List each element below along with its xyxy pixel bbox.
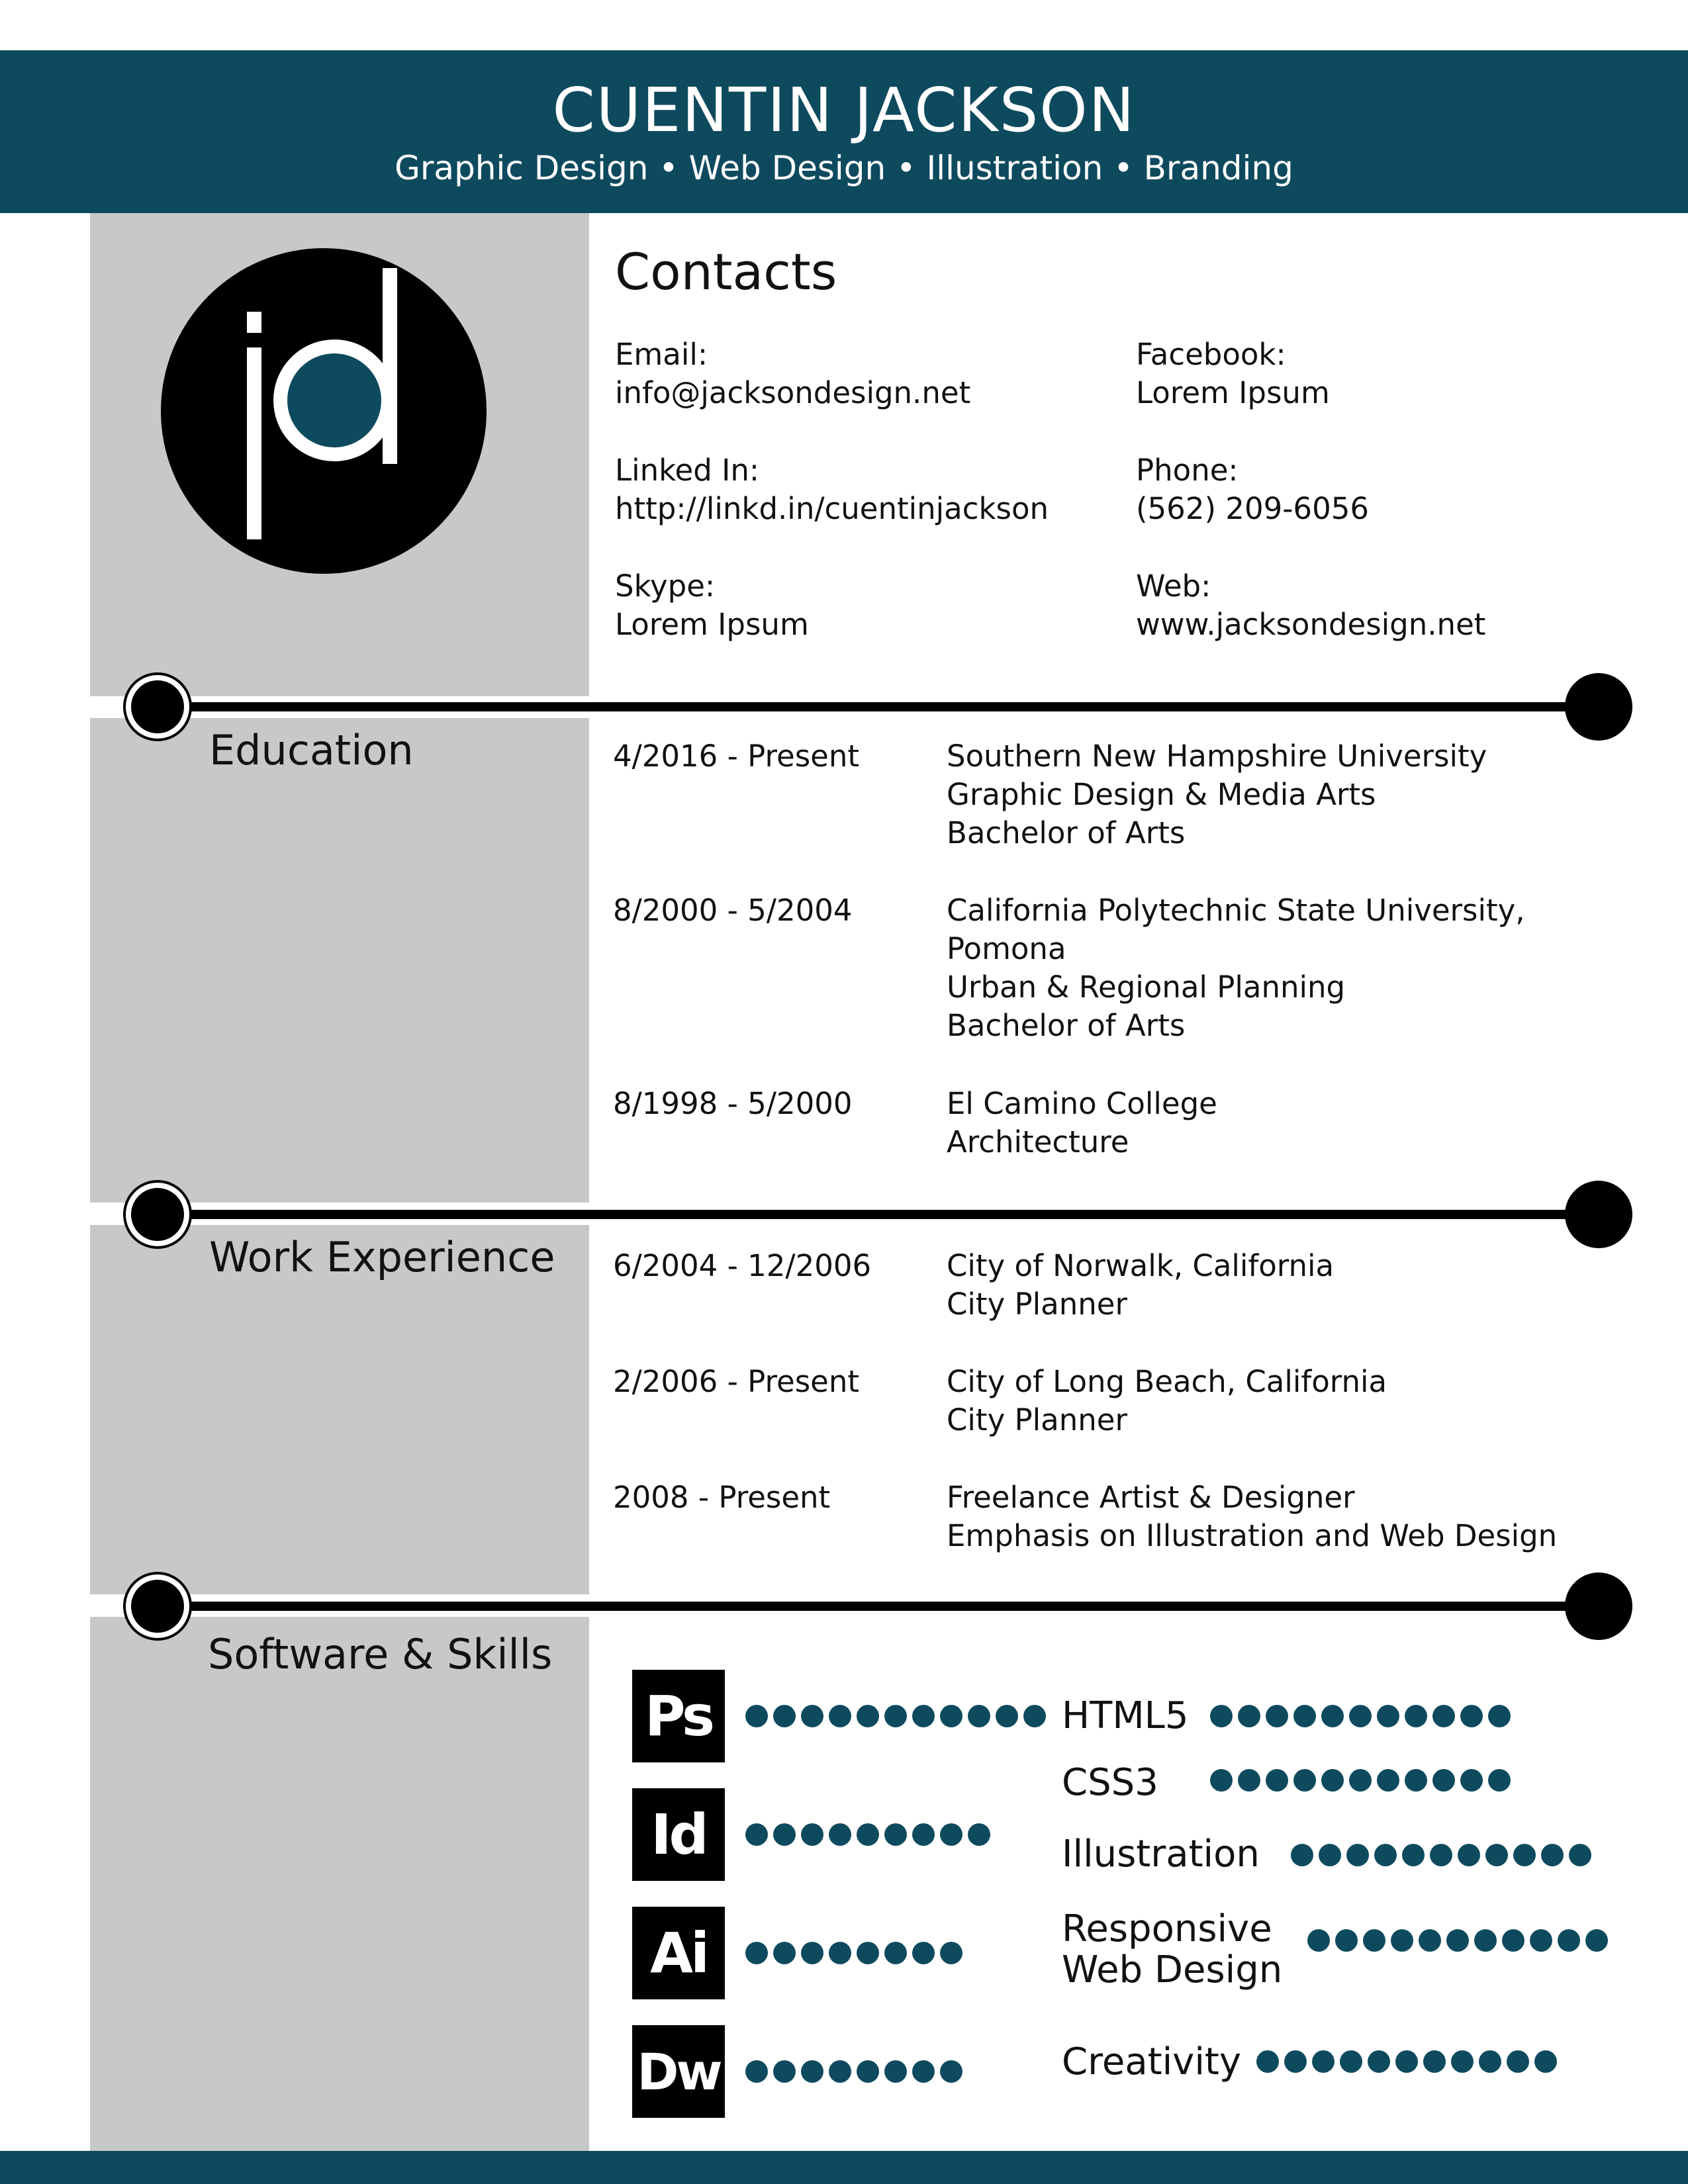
rating-dot	[1291, 1844, 1313, 1866]
rating-dot	[1321, 1769, 1344, 1792]
rating-dot	[1335, 1929, 1358, 1952]
contact-email	[615, 336, 970, 412]
contact-label: Email:	[615, 337, 708, 372]
contact-label: Skype:	[615, 569, 716, 604]
education-details	[947, 737, 1487, 852]
rating-dot	[1319, 1844, 1341, 1866]
education-line: Pomona	[947, 931, 1066, 966]
rating-dot	[1238, 1705, 1260, 1727]
education-line: Bachelor of Arts	[947, 815, 1186, 850]
rating-dot	[1377, 1705, 1399, 1727]
footer-banner	[0, 2151, 1688, 2184]
skill-rating	[1307, 1929, 1608, 1952]
contact-value[interactable]: Lorem Ipsum	[1136, 375, 1330, 410]
rating-dot	[1377, 1769, 1399, 1792]
skill-rating	[1256, 2050, 1557, 2073]
rating-dot	[940, 1942, 962, 1964]
rating-dot	[773, 1942, 796, 1964]
rating-dot	[1266, 1769, 1288, 1792]
rating-dot	[1312, 2050, 1335, 2073]
candidate-name: CUENTIN JACKSON	[552, 75, 1136, 146]
rating-dot	[829, 1823, 851, 1846]
work-line: City of Norwalk, California	[947, 1248, 1335, 1283]
rating-dot	[884, 2060, 907, 2083]
rating-dot	[1349, 1769, 1372, 1792]
sidebar-block-education	[90, 718, 589, 1203]
rating-dot	[1507, 2050, 1529, 2073]
rating-dot	[1534, 2050, 1557, 2073]
skill-rating	[1210, 1769, 1511, 1792]
timeline-divider	[159, 702, 1602, 711]
illustrator-icon: Ai	[632, 1907, 725, 1999]
education-line: Architecture	[947, 1124, 1129, 1160]
timeline-node-open	[126, 1183, 189, 1246]
rating-dot	[1402, 1844, 1425, 1866]
timeline-divider	[159, 1210, 1602, 1219]
skill-label-line: HTML5	[1062, 1694, 1189, 1737]
rating-dot	[1458, 1844, 1480, 1866]
rating-dot	[968, 1705, 990, 1727]
rating-dot	[912, 1942, 935, 1964]
rating-dot	[1419, 1929, 1441, 1952]
rating-dot	[1284, 2050, 1307, 2073]
rating-dot	[801, 1942, 823, 1964]
skills-heading: Software & Skills	[208, 1630, 553, 1678]
rating-dot	[884, 1823, 907, 1846]
rating-dot	[1210, 1769, 1233, 1792]
rating-dot	[1368, 2050, 1390, 2073]
rating-dot	[1256, 2050, 1279, 2073]
skill-label-line: Illustration	[1062, 1833, 1260, 1876]
rating-dot	[1530, 1929, 1552, 1952]
contacts-heading: Contacts	[615, 242, 837, 301]
contact-label: Phone:	[1136, 453, 1239, 488]
contact-value[interactable]: www.jacksondesign.net	[1136, 607, 1486, 642]
rating-dot	[884, 1705, 907, 1727]
rating-dot	[1585, 1929, 1608, 1952]
rating-dot	[1502, 1929, 1524, 1952]
rating-dot	[829, 2060, 851, 2083]
rating-dot	[1423, 2050, 1446, 2073]
contact-value[interactable]: (562) 209-6056	[1136, 491, 1369, 526]
rating-dot	[829, 1705, 851, 1727]
timeline-node-filled	[1565, 1181, 1632, 1248]
timeline-node-filled	[1565, 673, 1632, 741]
timeline-node-open	[126, 675, 189, 739]
timeline-node-filled	[1565, 1572, 1632, 1640]
timeline-node-open	[126, 1574, 189, 1638]
rating-dot	[1395, 2050, 1418, 2073]
rating-dot	[1432, 1769, 1455, 1792]
skill-rating	[745, 1705, 1046, 1727]
rating-dot	[1446, 1929, 1469, 1952]
skill-label	[1062, 1696, 1188, 1737]
sidebar-block-skills	[90, 1617, 589, 2151]
skill-label-line: Creativity	[1062, 2040, 1241, 2083]
contact-web	[1136, 567, 1485, 644]
contact-skype	[615, 567, 809, 644]
rating-dot	[1569, 1844, 1591, 1866]
contact-value[interactable]: Lorem Ipsum	[615, 607, 809, 642]
rating-dot	[1293, 1705, 1316, 1727]
education-date: 8/1998 - 5/2000	[613, 1086, 853, 1121]
rating-dot	[1321, 1705, 1344, 1727]
rating-dot	[1558, 1929, 1580, 1952]
rating-dot	[940, 1823, 962, 1846]
rating-dot	[857, 1705, 879, 1727]
work-details	[947, 1247, 1334, 1324]
rating-dot	[884, 1942, 907, 1964]
education-line: Urban & Regional Planning	[947, 970, 1346, 1005]
dreamweaver-icon: Dw	[632, 2025, 725, 2118]
rating-dot	[912, 1705, 935, 1727]
education-date: 4/2016 - Present	[613, 739, 859, 774]
skill-label-line: CSS3	[1062, 1761, 1158, 1804]
rating-dot	[1023, 1705, 1046, 1727]
work-date: 2008 - Present	[613, 1480, 831, 1515]
rating-dot	[1541, 1844, 1564, 1866]
rating-dot	[1451, 2050, 1474, 2073]
indesign-icon: Id	[632, 1788, 725, 1881]
rating-dot	[773, 1705, 796, 1727]
rating-dot	[1432, 1705, 1455, 1727]
education-details	[947, 1085, 1217, 1161]
contact-value[interactable]: info@jacksondesign.net	[615, 375, 971, 410]
contact-phone	[1136, 451, 1369, 528]
rating-dot	[745, 1705, 768, 1727]
rating-dot	[1266, 1705, 1288, 1727]
rating-dot	[968, 1823, 990, 1846]
rating-dot	[1488, 1769, 1511, 1792]
rating-dot	[745, 1823, 768, 1846]
skill-label	[1062, 1909, 1282, 1991]
rating-dot	[1374, 1844, 1397, 1866]
education-heading: Education	[209, 726, 414, 774]
rating-dot	[1485, 1844, 1508, 1866]
contact-label: Web:	[1136, 569, 1211, 604]
education-line: California Polytechnic State University,	[947, 893, 1525, 928]
rating-dot	[745, 2060, 768, 2083]
rating-dot	[1479, 2050, 1501, 2073]
work-heading: Work Experience	[209, 1233, 555, 1281]
contact-label: Facebook:	[1136, 337, 1286, 372]
candidate-tagline: Graphic Design • Web Design • Illustration • Branding	[395, 149, 1293, 187]
rating-dot	[1460, 1769, 1483, 1792]
education-line: Graphic Design & Media Arts	[947, 777, 1376, 812]
skill-label-line: Responsive	[1062, 1907, 1272, 1950]
rating-dot	[1405, 1705, 1427, 1727]
rating-dot	[1349, 1705, 1372, 1727]
education-date: 8/2000 - 5/2004	[613, 893, 853, 928]
skill-rating	[745, 1823, 990, 1846]
work-line: City Planner	[947, 1287, 1127, 1322]
work-line: City of Long Beach, California	[947, 1364, 1387, 1399]
rating-dot	[912, 1823, 935, 1846]
rating-dot	[857, 1942, 879, 1964]
rating-dot	[801, 1823, 823, 1846]
photoshop-icon: Ps	[632, 1670, 725, 1762]
rating-dot	[996, 1705, 1018, 1727]
rating-dot	[1238, 1769, 1260, 1792]
rating-dot	[773, 2060, 796, 2083]
skill-rating	[1291, 1844, 1591, 1866]
work-date: 2/2006 - Present	[613, 1364, 859, 1399]
work-details	[947, 1479, 1557, 1555]
work-line: City Planner	[947, 1402, 1127, 1437]
timeline-divider	[159, 1602, 1602, 1611]
rating-dot	[1307, 1929, 1330, 1952]
rating-dot	[829, 1942, 851, 1964]
rating-dot	[1363, 1929, 1385, 1952]
rating-dot	[1474, 1929, 1497, 1952]
rating-dot	[801, 2060, 823, 2083]
rating-dot	[1513, 1844, 1536, 1866]
education-line: Bachelor of Arts	[947, 1008, 1186, 1043]
education-line: El Camino College	[947, 1086, 1217, 1121]
skill-label	[1062, 1834, 1260, 1875]
rating-dot	[857, 2060, 879, 2083]
work-details	[947, 1363, 1387, 1439]
contact-linkedin	[615, 451, 1049, 528]
education-line: Southern New Hampshire University	[947, 739, 1487, 774]
contact-value[interactable]: http://linkd.in/cuentinjackson	[615, 491, 1049, 526]
skill-label	[1062, 1762, 1158, 1803]
rating-dot	[1460, 1705, 1483, 1727]
rating-dot	[1405, 1769, 1427, 1792]
rating-dot	[1293, 1769, 1316, 1792]
rating-dot	[1340, 2050, 1362, 2073]
work-date: 6/2004 - 12/2006	[613, 1248, 872, 1283]
rating-dot	[940, 2060, 962, 2083]
rating-dot	[912, 2060, 935, 2083]
rating-dot	[745, 1942, 768, 1964]
logo-monogram	[161, 248, 487, 574]
work-line: Freelance Artist & Designer	[947, 1480, 1355, 1515]
rating-dot	[1346, 1844, 1369, 1866]
rating-dot	[1210, 1705, 1233, 1727]
rating-dot	[857, 1823, 879, 1846]
skill-rating	[745, 2060, 962, 2083]
rating-dot	[801, 1705, 823, 1727]
contact-label: Linked In:	[615, 453, 760, 488]
rating-dot	[1391, 1929, 1413, 1952]
skill-label-line: Web Design	[1062, 1948, 1283, 1991]
work-line: Emphasis on Illustration and Web Design	[947, 1518, 1558, 1553]
skill-label	[1062, 2042, 1241, 2083]
rating-dot	[773, 1823, 796, 1846]
contact-facebook	[1136, 336, 1330, 412]
rating-dot	[1488, 1705, 1511, 1727]
education-details	[947, 891, 1525, 1045]
rating-dot	[1430, 1844, 1452, 1866]
rating-dot	[940, 1705, 962, 1727]
skill-rating	[1210, 1705, 1511, 1727]
skill-rating	[745, 1942, 962, 1964]
